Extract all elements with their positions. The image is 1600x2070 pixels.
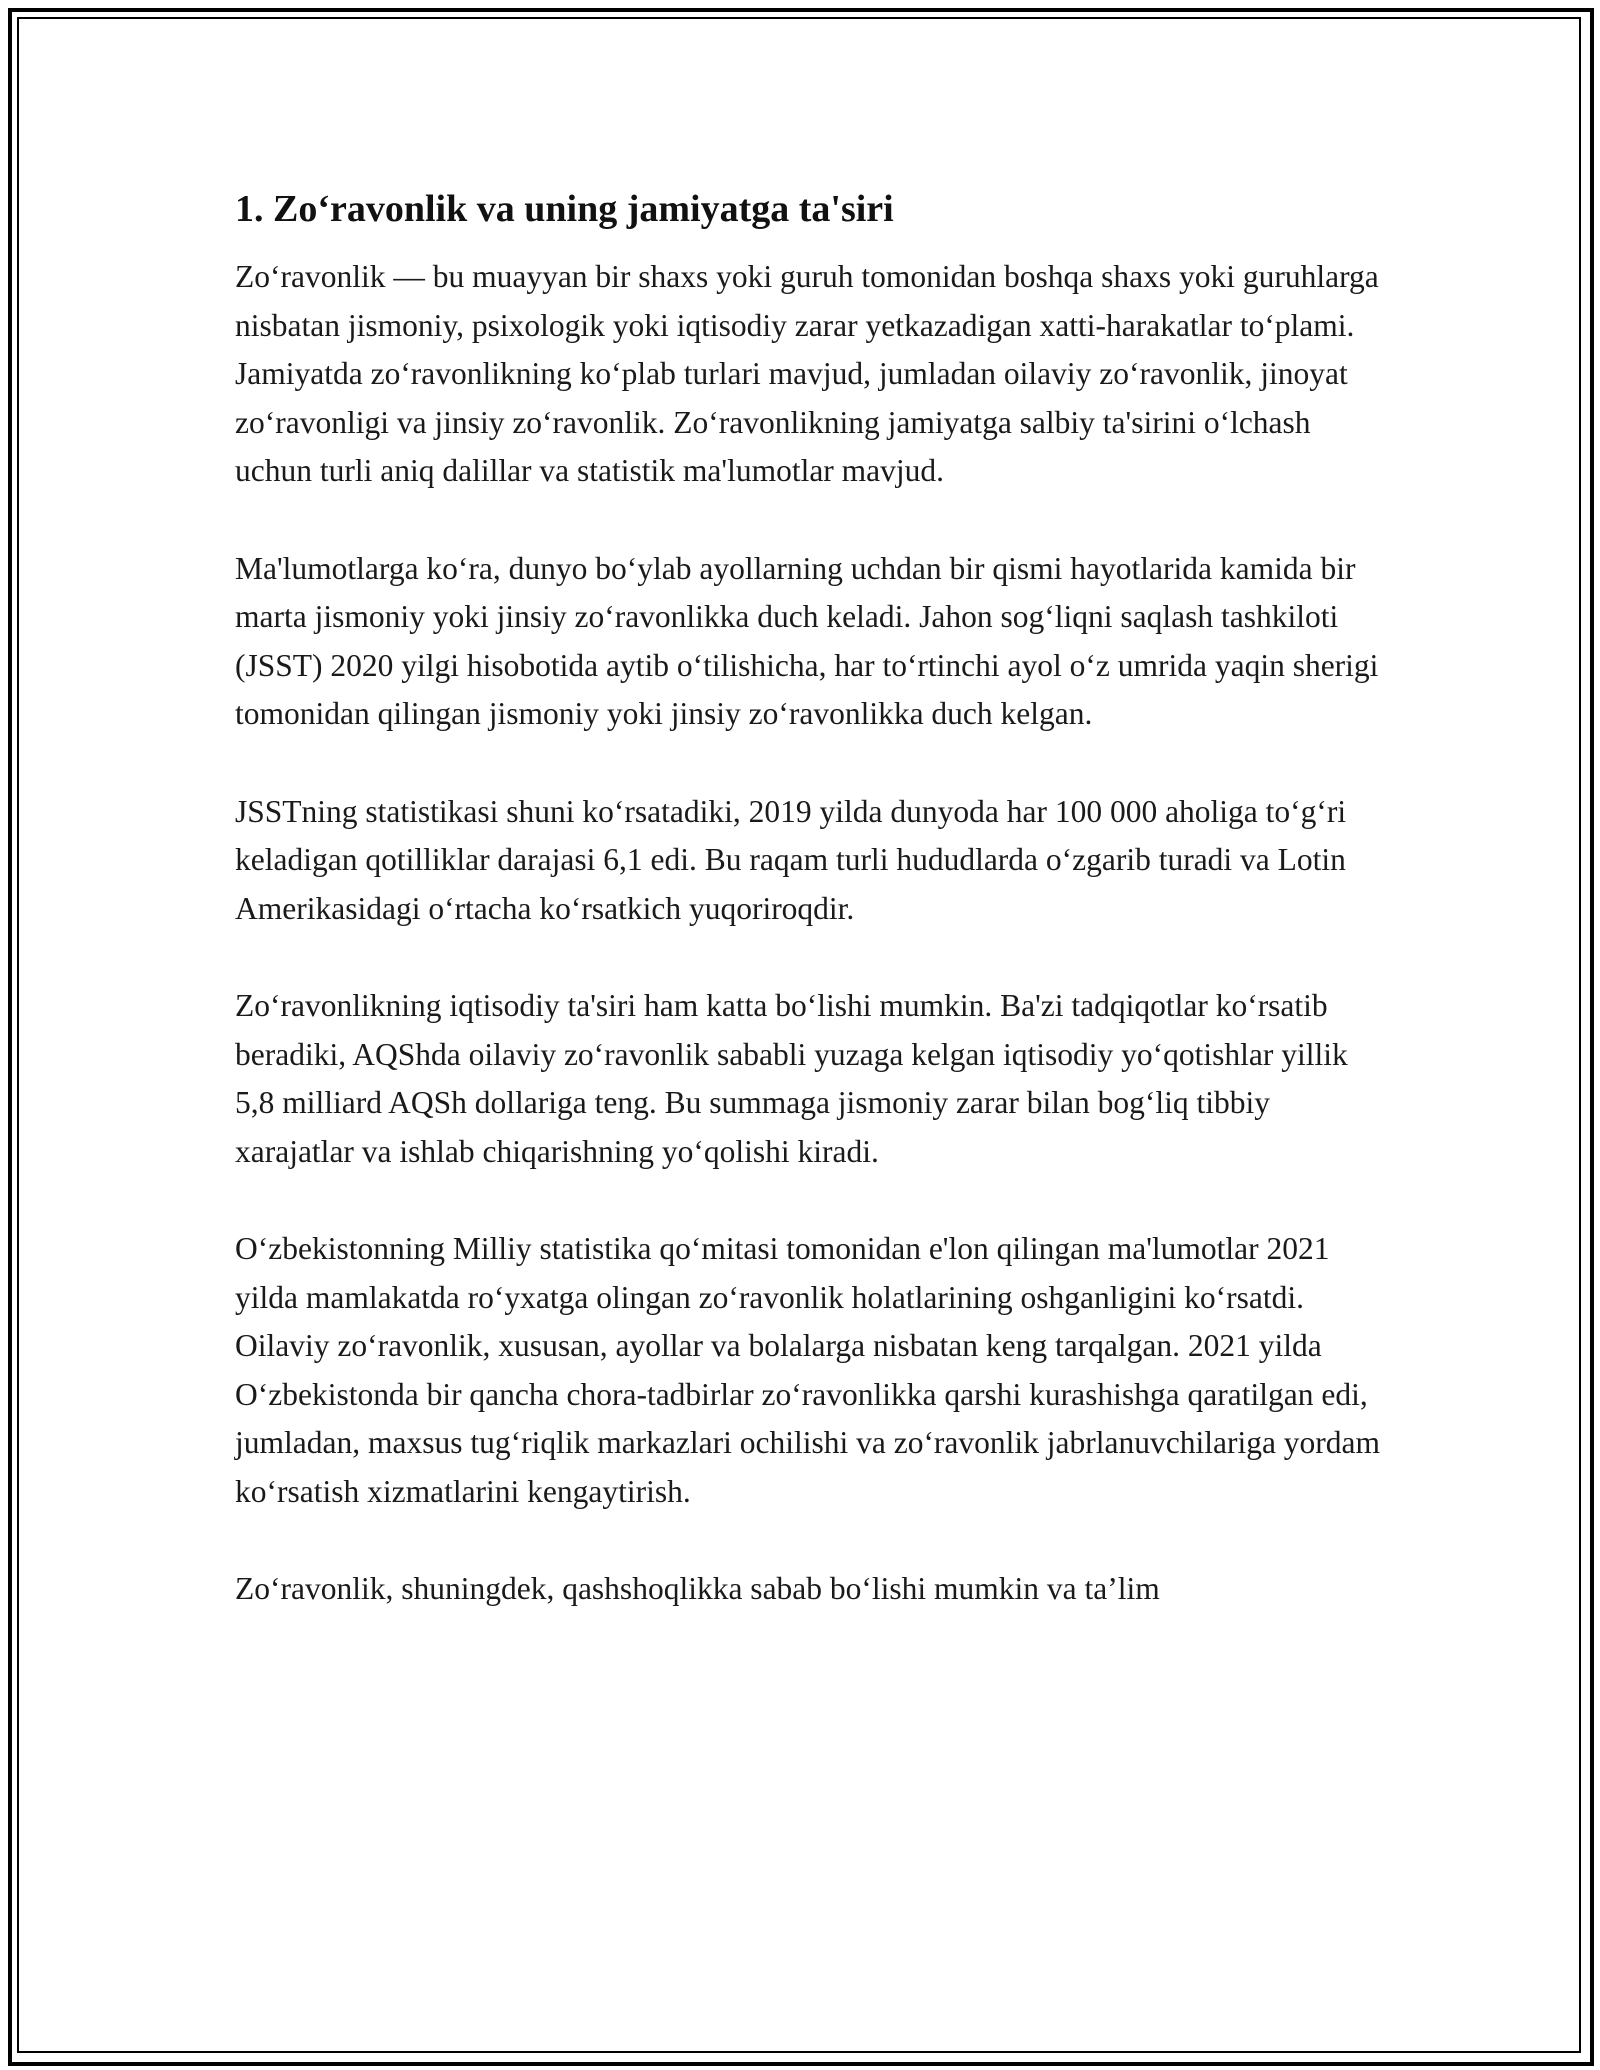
paragraph-poverty: Zo‘ravonlik, shuningdek, qashshoqlikka sabab bo‘lishi mumkin va ta’lim xyxy=(235,1571,1160,1606)
paragraph-economic-impact: Zo‘ravonlikning iqtisodiy ta'siri ham katta bo‘lishi mumkin. Ba'zi tadqiqotlar ko‘rsatib beradiki, AQShda oilaviy zo‘ravonlik sababli yuzaga kelgan iqtisodiy yo‘qotishlar yillik 5,8 milliard AQSh dollariga teng. Bu summaga jismoniy zarar bilan bog‘liq tibbiy xarajatlar va ishlab chiqarishning yo‘qolishi kiradi. xyxy=(235,988,1348,1169)
document-body xyxy=(235,185,1395,1663)
paragraph-uzbekistan-statistics: O‘zbekistonning Milliy statistika qo‘mitasi tomonidan e'lon qilingan ma'lumotlar 2021 yilda mamlakatda ro‘yxatga olingan zo‘ravonlik holatlarining oshganligini ko‘rsatdi. Oilaviy zo‘ravonlik, xususan, ayollar va bolalarga nisbatan keng tarqalgan. 2021 yilda O‘zbekistonda bir qancha chora-tadbirlar zo‘ravonlikka qarshi kurashishga qaratilgan edi, jumladan, maxsus tug‘riqlik markazlari ochilishi va zo‘ravonlik jabrlanuvchilariga yordam ko‘rsatish xizmatlarini kengaytirish. xyxy=(235,1231,1381,1509)
paragraph-women-statistics: Ma'lumotlarga ko‘ra, dunyo bo‘ylab ayollarning uchdan bir qismi hayotlarida kamida bir marta jismoniy yoki jinsiy zo‘ravonlikka duch keladi. Jahon sog‘liqni saqlash tashkiloti (JSST) 2020 yilgi hisobotida aytib o‘tilishicha, har to‘rtinchi ayol o‘z umrida yaqin sherigi tomonidan qilingan jismoniy yoki jinsiy zo‘ravonlikka duch kelgan. xyxy=(235,550,1379,731)
section-heading: 1. Zo‘ravonlik va uning jamiyatga ta'siri xyxy=(235,188,894,230)
paragraph-definition: Zo‘ravonlik — bu muayyan bir shaxs yoki guruh tomonidan boshqa shaxs yoki guruhlarga nisbatan jismoniy, psixologik yoki iqtisodiy zarar yetkazadigan xatti-harakatlar to‘plami. Jamiyatda zo‘ravonlikning ko‘plab turlari mavjud, jumladan oilaviy zo‘ravonlik, jinoyat zo‘ravonligi va jinsiy zo‘ravonlik. Zo‘ravonlikning jamiyatga salbiy ta'sirini o‘lchash uchun turli aniq dalillar va statistik ma'lumotlar mavjud. xyxy=(235,259,1379,488)
paragraph-homicide-rate: JSSTning statistikasi shuni ko‘rsatadiki, 2019 yilda dunyoda har 100 000 aholiga to‘g‘ri keladigan qotilliklar darajasi 6,1 edi. Bu raqam turli hududlarda o‘zgarib turadi va Lotin Amerikasidagi o‘rtacha ko‘rsatkich yuqoriroqdir. xyxy=(235,793,1347,926)
